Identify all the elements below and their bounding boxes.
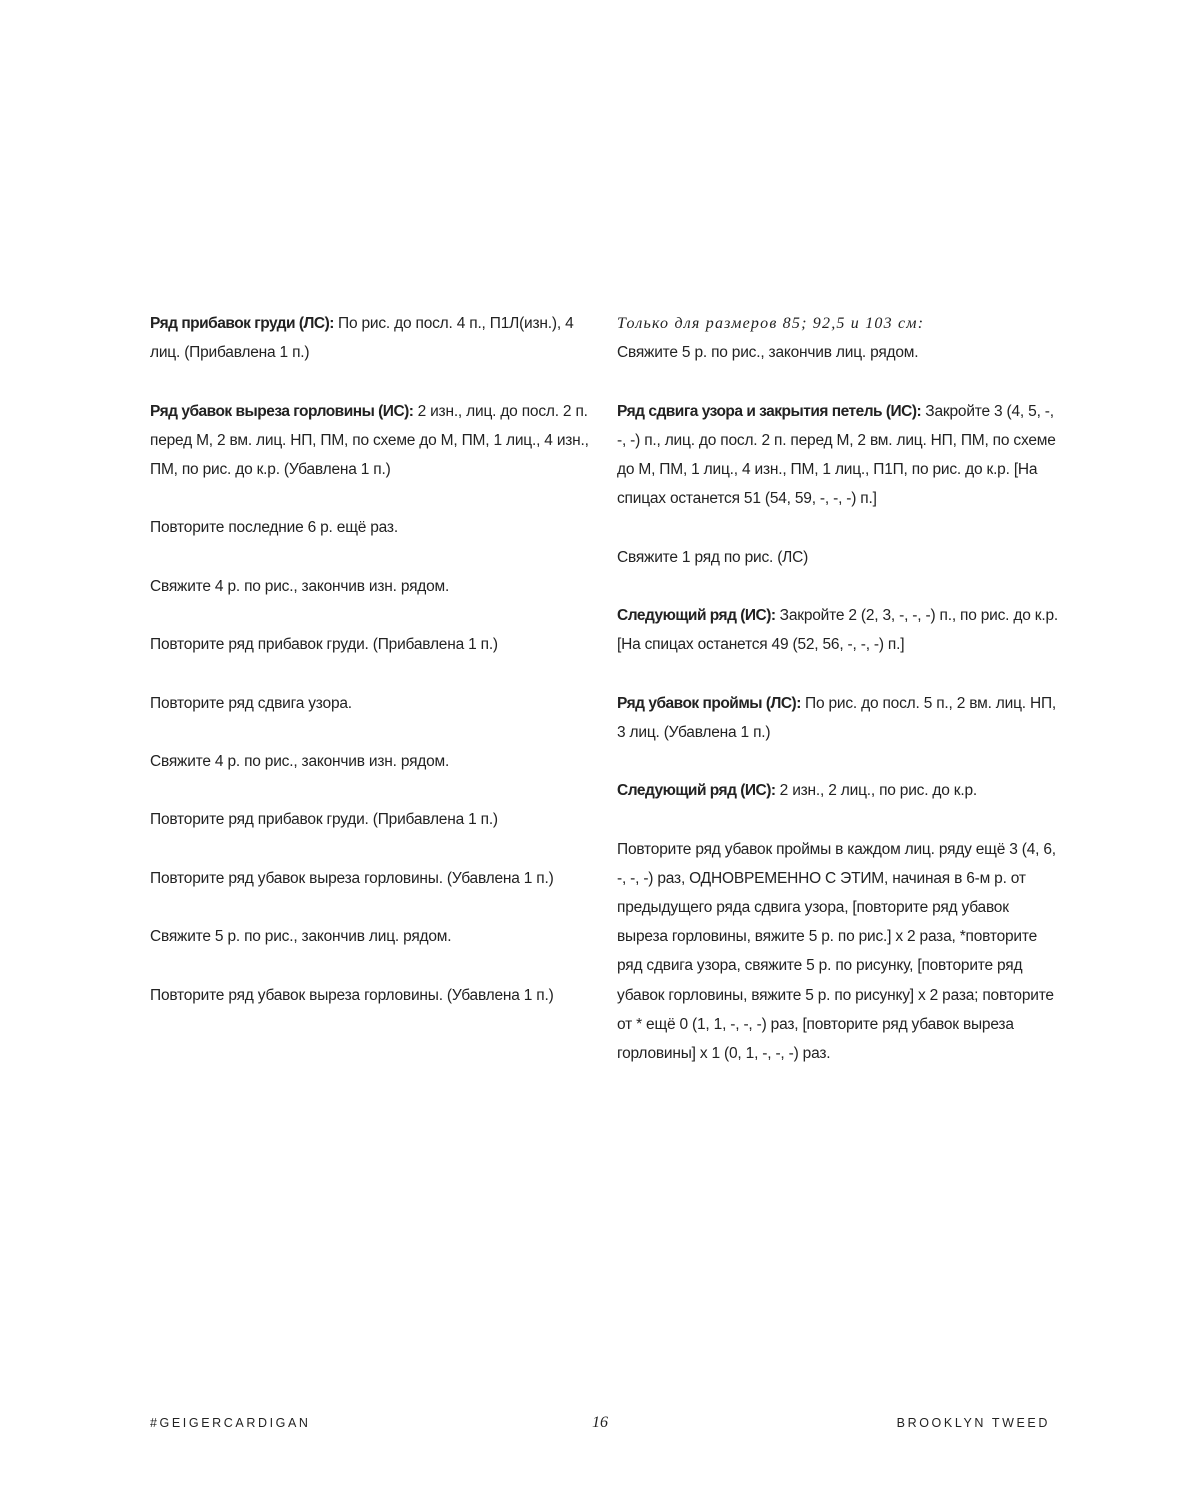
paragraph-text: Повторите ряд убавок выреза горловины. (Убавлена 1 п.) xyxy=(150,869,554,887)
paragraph xyxy=(617,543,1062,572)
paragraph xyxy=(150,922,595,951)
footer-brand: BROOKLYN TWEED xyxy=(896,1416,1050,1430)
paragraph-text: Свяжите 5 р. по рис., закончив лиц. рядом. xyxy=(150,928,452,946)
paragraph xyxy=(150,689,595,718)
left-column xyxy=(150,309,595,1039)
page-number: 16 xyxy=(592,1414,608,1431)
paragraph xyxy=(150,864,595,893)
paragraph xyxy=(150,572,595,601)
paragraph-text: Свяжите 1 ряд по рис. (ЛС) xyxy=(617,548,809,566)
paragraph xyxy=(150,397,595,485)
paragraph-label: Ряд убавок выреза горловины (ИС): xyxy=(150,402,414,420)
size-heading: Только для размеров 85; 92,5 и 103 см: xyxy=(617,315,925,332)
size-section xyxy=(617,309,1062,367)
paragraph xyxy=(150,747,595,776)
paragraph-text: По рис. до посл. 4 п., П1Л(изн.), 4 лиц. (Прибавлена 1 п.) xyxy=(150,315,574,362)
paragraph xyxy=(617,397,1062,514)
paragraph-text: Закройте 2 (2, 3, -, -, -) п., по рис. до к.р. [На спицах останется 49 (52, 56, -, -, -) п.] xyxy=(617,606,1058,654)
paragraph-text: Свяжите 4 р. по рис., закончив изн. рядом. xyxy=(150,577,450,595)
paragraph-text: Повторите ряд сдвига узора. xyxy=(150,694,352,712)
paragraph-text: Закройте 3 (4, 5, -, -, -) п., лиц. до посл. 2 п. перед М, 2 вм. лиц. НП, ПМ, по схеме до М, ПМ, 1 лиц., 4 изн., ПМ, 1 лиц., П1П, по рис. до к.р. [На спицах останется 51 (54, 59, -, -, -) п.] xyxy=(617,402,1056,508)
paragraph xyxy=(617,601,1062,659)
footer-hashtag: #GEIGERCARDIGAN xyxy=(150,1416,311,1430)
paragraph-label: Следующий ряд (ИС): xyxy=(617,606,776,624)
paragraph-text: Повторите ряд убавок выреза горловины. (Убавлена 1 п.) xyxy=(150,986,554,1004)
paragraph xyxy=(617,689,1062,747)
paragraph-text: Повторите последние 6 р. ещё раз. xyxy=(150,519,398,537)
paragraph xyxy=(150,981,595,1010)
paragraph xyxy=(150,309,595,367)
paragraph xyxy=(617,835,1062,1069)
paragraph-text: Свяжите 5 р. по рис., закончив лиц. рядом. xyxy=(617,344,919,362)
paragraph-text: По рис. до посл. 5 п., 2 вм. лиц. НП, 3 лиц. (Убавлена 1 п.) xyxy=(617,694,1057,741)
paragraph-text: Свяжите 4 р. по рис., закончив изн. рядом. xyxy=(150,752,450,770)
paragraph-label: Ряд убавок проймы (ЛС): xyxy=(617,694,801,712)
paragraph xyxy=(150,513,595,542)
paragraph-label: Ряд прибавок груди (ЛС): xyxy=(150,315,334,332)
paragraph-text: Повторите ряд прибавок груди. (Прибавлена 1 п.) xyxy=(150,811,498,829)
paragraph-text: 2 изн., лиц. до посл. 2 п. перед М, 2 вм. лиц. НП, ПМ, по схеме до М, ПМ, 1 лиц., 4 изн., ПМ, по рис. до к.р. (Убавлена 1 п.) xyxy=(150,402,589,478)
paragraph xyxy=(617,776,1062,805)
paragraph-text: Повторите ряд убавок проймы в каждом лиц. ряду ещё 3 (4, 6, -, -, -) раз, ОДНОВРЕМЕННО С ЭТИМ, начиная в 6-м р. от предыдущего ряда сдвига узора, [повторите ряд убавок выреза горловины, вяжите 5 р. по рис.] х 2 раза, *повторите ряд сдвига узора, свяжите 5 р. по рисунку, [повторите ряд убавок горловины, вяжите 5 р. по рисунку] х 2 раза; повторите от * ещё 0 (1, 1, -, -, -) раз, [повторите ряд убавок выреза горловины] х 1 (0, 1, -, -, -) раз. xyxy=(617,840,1056,1062)
right-column xyxy=(617,309,1062,1097)
paragraph-text: 2 изн., 2 лиц., по рис. до к.р. xyxy=(775,782,978,800)
paragraph xyxy=(150,805,595,834)
paragraph-label: Следующий ряд (ИС): xyxy=(617,782,776,800)
paragraph-text: Повторите ряд прибавок груди. (Прибавлена 1 п.) xyxy=(150,636,498,654)
paragraph xyxy=(150,630,595,659)
paragraph-label: Ряд сдвига узора и закрытия петель (ИС): xyxy=(617,402,922,420)
